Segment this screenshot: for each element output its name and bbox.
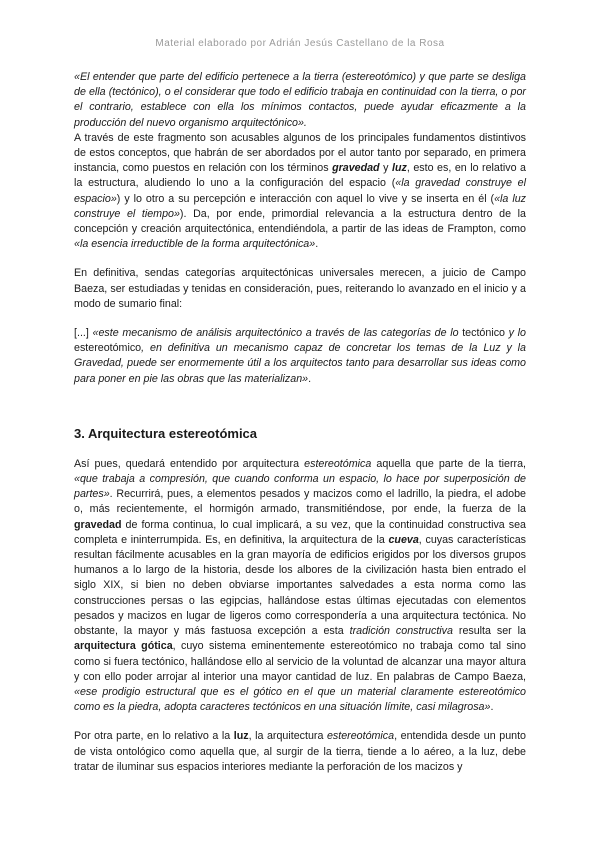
text-run: «este mecanismo de análisis arquitectónico a través de las categorías de lo (92, 327, 463, 340)
text-run: cueva (388, 533, 419, 546)
text-run: , la arquitectura (248, 730, 327, 743)
text-run: , esto es, en lo relativo a la estructura, aludiendo lo uno a la configuración del espacio ( (74, 162, 526, 190)
text-run: En definitiva, sendas categorías arquitectónicas universales merecen, a juicio de Campo Baeza, ser estudiadas y tenidas en consideración, pues, reiterando lo avanzado en el inicio y a modo de sumario final: (74, 267, 526, 310)
text-run: y lo (504, 327, 526, 340)
text-run: . (490, 701, 494, 714)
page-header: Material elaborado por Adrián Jesús Castellano de la Rosa (155, 38, 445, 49)
text-run: , cuyas características resultan fácilmente acusables en la gran mayoría de edificios erigidos por los diversos grupos humanos a lo largo de la historia, desde los albores de la civilización hasta bien entrado el siglo XIX, si bien no deben obviarse importantes salvedades a esta norma como las construcciones persas o las egipcias, hallándose estas últimas ejecutadas con elementos pesados y macizos en lugar de ligeros como correspondería a una arquitectura tectónica. No obstante, la mayor y más fastuosa excepción a esta (74, 533, 526, 638)
body-paragraph-1 (74, 131, 526, 253)
text-run: y (379, 162, 392, 175)
text-run: aquella que parte de la tierra, (371, 457, 526, 470)
text-run: . (315, 238, 319, 251)
text-run: A través de este fragmento son acusables algunos de los principales fundamentos distintivos de estos conceptos, que habrán de ser abordados por el autor tanto por separado, en primera instancia, como puestos en relación con los términos (74, 131, 526, 175)
quote-paragraph-2 (74, 326, 526, 387)
text-run: luz (391, 162, 407, 175)
text-run: gravedad (74, 518, 122, 531)
text-run: estereotómico (74, 342, 142, 355)
text-run: estereotómica (326, 730, 395, 743)
text-run: de forma continua, lo cual implicará, a su vez, que la continuidad constructiva sea completa e ininterrumpida. Es, en definitiva, la arquitectura de la (74, 518, 526, 546)
text-run: gravedad (332, 162, 380, 175)
body-paragraph-2 (74, 266, 526, 312)
text-run: [...] (74, 327, 93, 340)
text-run: «ese prodigio estructural que es el gótico en el que un material claramente estereotómico como es la piedra, adopta caracteres tectónicos en una situación límite, casi milagrosa» (74, 685, 526, 714)
section-heading: 3. Arquitectura estereotómica (74, 425, 258, 441)
text-run: arquitectura gótica (74, 640, 173, 653)
text-run: «la gravedad construye el espacio» (74, 177, 527, 205)
text-run: «El entender que parte del edificio pertenece a la tierra (estereotómico) y que parte se desliga de ella (tectónico), o el considerar que todo el edificio trabaja en continuidad con la tierra, o por el contrario, establece con ella los mínimos contactos, puede ayudar eficazmente a la producción del nuevo organismo arquitectónico». (74, 71, 526, 129)
text-run: . (308, 372, 312, 385)
body-paragraph-3 (74, 457, 526, 715)
text-run: «la luz construye el tiempo» (74, 192, 526, 220)
text-run: , en definitiva un mecanismo capaz de concretar los temas de la Luz y la Gravedad, puede ser enormemente útil a los arquitectos tanto para desarrollar sus ideas como para poner en pie las obras que las materializan» (74, 342, 526, 385)
text-run: tectónico (462, 327, 505, 340)
text-run: , cuyo sistema eminentemente estereotómico no trabaja como tal sino como si fuera tectónico, hallándose ello al servicio de la voluntad de alcanzar una mayor altura y con ello poder arrojar al interior una mayor cantidad de luz. En palabras de Campo Baeza, (74, 640, 526, 683)
body-paragraph-4 (74, 729, 526, 775)
text-run: luz (233, 730, 249, 743)
text-run: Por otra parte, en lo relativo a la (74, 730, 234, 743)
text-run: «que trabaja a compresión, que cuando conforma un espacio, lo hace por superposición de partes» (74, 473, 526, 501)
quote-paragraph-1 (74, 70, 526, 131)
text-run: «la esencia irreductible de la forma arquitectónica» (74, 238, 316, 251)
text-run: resulta ser la (452, 625, 526, 638)
text-run: estereotómica (304, 457, 372, 470)
text-run: , entendida desde un punto de vista ontológico como aquella que, al surgir de la tierra, tiende a lo aéreo, a la luz, debe tratar de iluminar sus espacios interiores mediante la perforación de los macizos y (74, 730, 526, 773)
text-run: Así pues, quedará entendido por arquitectura (74, 457, 305, 470)
text-run: ) y lo otro a su percepción e interacción con aquel lo vive y se inserta en él ( (116, 192, 495, 205)
document-body (74, 70, 526, 775)
text-run: . Recurrirá, pues, a elementos pesados y macizos como el ladrillo, la piedra, el adobe o, más recientemente, el hormigón armado, transmitiéndose, por ende, la fuerza de la (74, 488, 526, 516)
text-run: tradición constructiva (349, 625, 453, 638)
text-run: ). Da, por ende, primordial relevancia a la estructura dentro de la concepción y creación arquitectónica, entendiéndola, a partir de las ideas de Frampton, como (74, 207, 526, 236)
